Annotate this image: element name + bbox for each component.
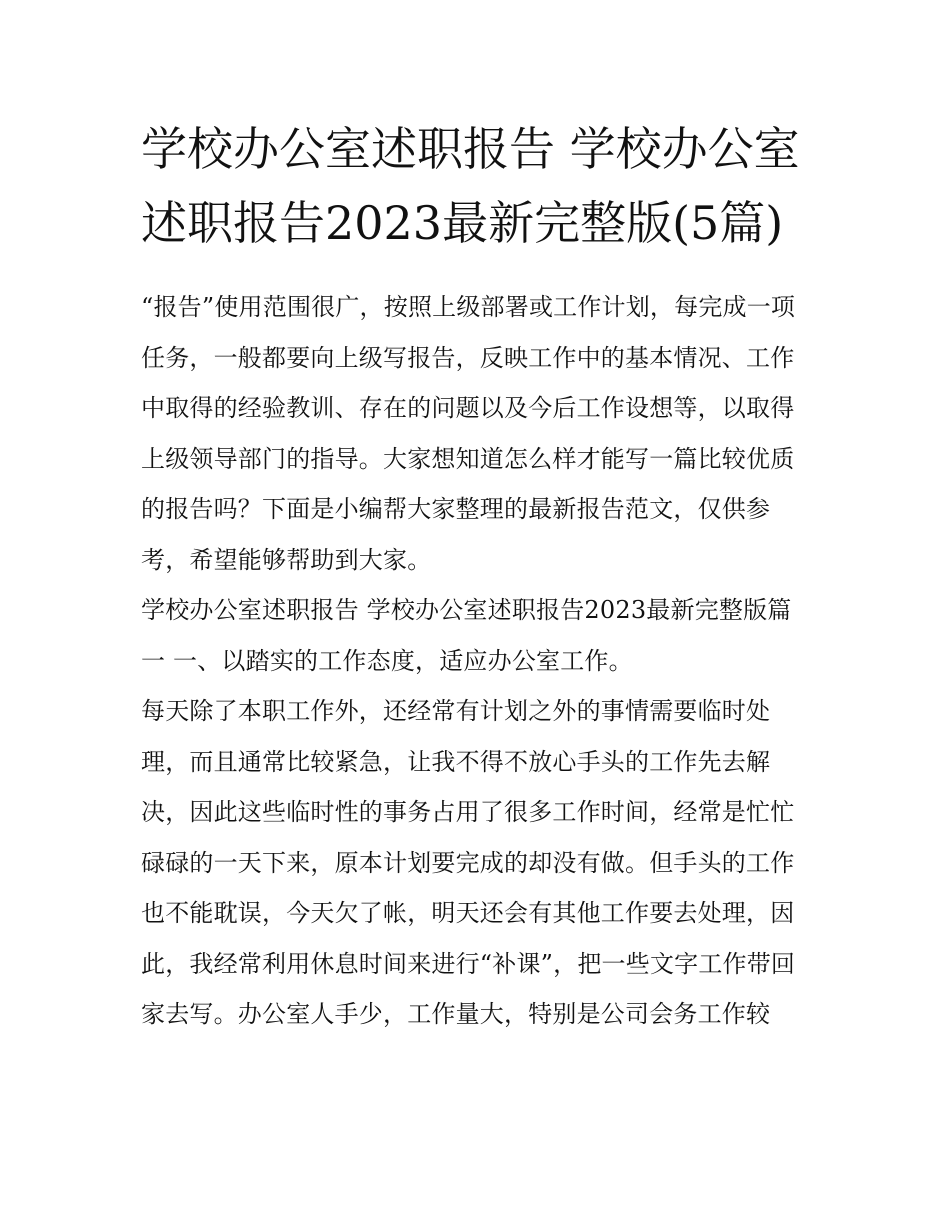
section-heading-paragraph: 学校办公室述职报告 学校办公室述职报告2023最新完整版篇一 一、以踏实的工作态度，适应办公室工作。 xyxy=(141,596,792,675)
document-page xyxy=(141,112,813,1040)
intro-paragraph: “报告”使用范围很广，按照上级部署或工作计划，每完成一项任务，一般都要向上级写报告，反映工作中的基本情况、工作中取得的经验教训、存在的问题以及今后工作设想等，以取得上级领导部门的指导。大家想知道怎么样才能写一篇比较优质的报告吗？下面是小编帮大家整理的最新报告范文，仅供参考，希望能够帮助到大家。 xyxy=(141,293,796,574)
document-title: 学校办公室述职报告 学校办公室述职报告2023最新完整版(5篇) xyxy=(141,122,800,250)
body-paragraph: 每天除了本职工作外，还经常有计划之外的事情需要临时处理，而且通常比较紧急，让我不得不放心手头的工作先去解决，因此这些临时性的事务占用了很多工作时间，经常是忙忙碌碌的一天下来，原本计划要完成的却没有做。但手头的工作也不能耽误，今天欠了帐，明天还会有其他工作要去处理，因此，我经常利用休息时间来进行“补课”，把一些文字工作带回家去写。办公室人手少，工作量大，特别是公司会务工作较 xyxy=(141,697,796,1028)
